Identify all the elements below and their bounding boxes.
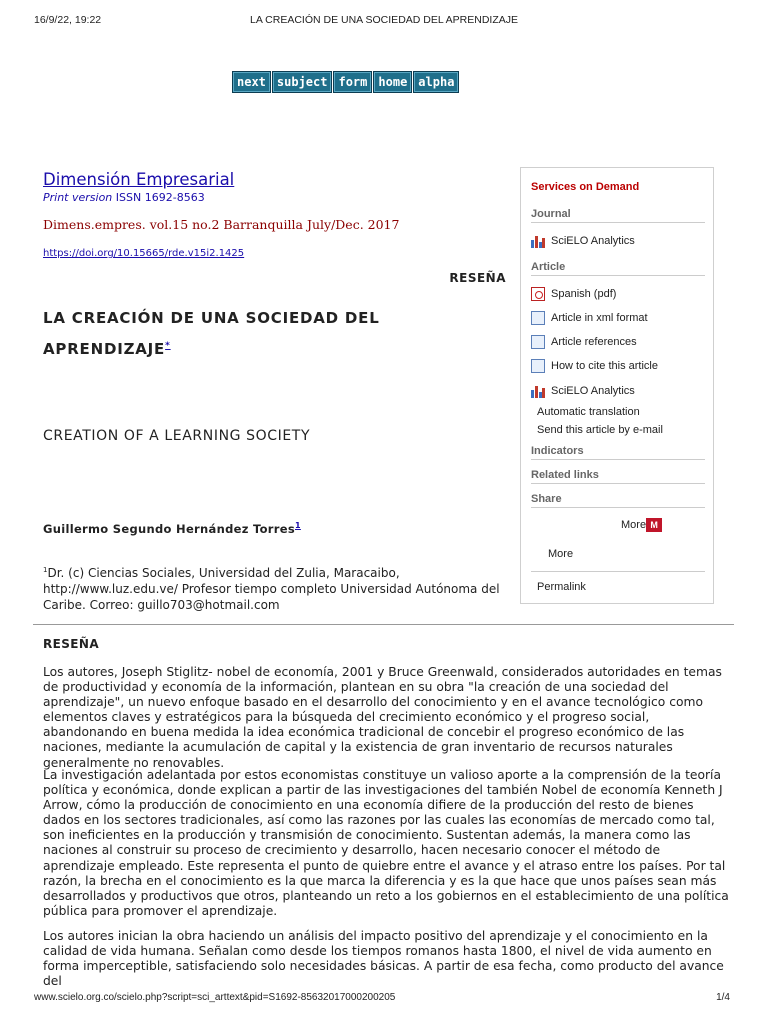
spanish-pdf-link[interactable] xyxy=(531,287,616,301)
section-label: RESEÑA xyxy=(449,271,506,285)
xml-document-icon xyxy=(531,311,545,325)
sidebar-section-share: Share xyxy=(531,493,705,508)
body-paragraph-1 xyxy=(43,665,733,771)
spanish-pdf-label: Spanish (pdf) xyxy=(551,288,617,300)
issn-value: 1692-8563 xyxy=(144,191,205,204)
nav-next-button[interactable]: next xyxy=(232,71,271,93)
share-more-label: More xyxy=(621,518,647,531)
article-title-line1: LA CREACIÓN DE UNA SOCIEDAD DEL xyxy=(43,309,380,327)
content-divider xyxy=(33,624,734,625)
title-footnote-link[interactable]: * xyxy=(165,341,171,351)
nav-form-button[interactable]: form xyxy=(333,71,372,93)
print-version xyxy=(43,191,205,204)
body-paragraph-2 xyxy=(43,768,733,919)
cite-label: How to cite this article xyxy=(551,360,658,372)
print-title: LA CREACIÓN DE UNA SOCIEDAD DEL APRENDIZAJE xyxy=(249,14,518,26)
nav-bar xyxy=(232,71,459,93)
article-title xyxy=(43,304,463,363)
english-title: CREATION OF A LEARNING SOCIETY xyxy=(43,428,311,444)
author-name: Guillermo Segundo Hernández Torres xyxy=(43,521,295,536)
nav-home-button[interactable]: home xyxy=(373,71,412,93)
permalink-link[interactable]: Permalink xyxy=(537,581,586,593)
auto-translation-link[interactable]: Automatic translation xyxy=(537,406,640,418)
author-footnote-link[interactable]: 1 xyxy=(295,521,301,530)
analytics-chart-icon xyxy=(531,384,545,398)
affiliation-text: Dr. (c) Ciencias Sociales, Universidad del Zulia, Maracaibo, http://www.luz.edu.ve/ Profesor tiempo completo Universidad Autónoma del Caribe. Correo: guillo703@hotmail.com xyxy=(43,566,500,612)
print-url: www.scielo.org.co/scielo.php?script=sci_arttext&pid=S1692-85632017000200205 xyxy=(34,992,396,1003)
xml-label: Article in xml format xyxy=(551,312,648,324)
share-more-button[interactable] xyxy=(621,518,662,532)
article-analytics-label: SciELO Analytics xyxy=(551,385,635,397)
paragraph-text: Los autores inician la obra haciendo un análisis del impacto positivo del aprendizaje y el conocimiento en la calidad de vida humana. Señalan como desde los tiempos romanos hasta 1800, el nivel de vida aumento en forma imperceptible, satisfaciendo solo necesidades básicas. A partir de esa fecha, como producto del avance del xyxy=(43,929,724,989)
issn-label: ISSN xyxy=(115,191,142,204)
paragraph-text: Los autores, Joseph Stiglitz- nobel de economía, 2001 y Bruce Greenwald, considerados autoridades en temas de productividad y economía de la información, plantean en su obra "la creación de una sociedad del aprendizaje", un nuevo enfoque basado en el desarrollo del conocimiento y en el avance tecnológico como elementos claves y estratégicos para la búsqueda del crecimiento económico y el progreso social, abandonando en buena medida la idea económica tradicional de concebir el progreso económico de las naciones, mediante la acumulación de capital y la existencia de gran inventario de recursos naturales generalmente no renovables. xyxy=(43,665,722,770)
body-paragraph-3 xyxy=(43,929,733,989)
affiliation-note-marker: 1 xyxy=(43,566,48,574)
sidebar-section-article: Article xyxy=(531,261,705,276)
services-sidebar xyxy=(520,167,714,604)
article-title-line2: APRENDIZAJE xyxy=(43,340,166,358)
article-analytics-link[interactable] xyxy=(531,384,635,398)
review-heading: RESEÑA xyxy=(43,637,100,651)
services-header: Services on Demand xyxy=(531,181,640,193)
nav-alpha-button[interactable]: alpha xyxy=(413,71,459,93)
print-page-number: 1/4 xyxy=(716,992,730,1003)
doi-link[interactable]: https://doi.org/10.15665/rde.v15i2.1425 xyxy=(43,248,245,259)
more-link[interactable]: More xyxy=(548,548,574,560)
sidebar-divider xyxy=(531,571,705,572)
journal-analytics-link[interactable] xyxy=(531,234,635,248)
references-document-icon xyxy=(531,335,545,349)
journal-analytics-label: SciELO Analytics xyxy=(551,235,635,247)
issue-info: Dimens.empres. vol.15 no.2 Barranquilla July/Dec. 2017 xyxy=(43,217,400,232)
print-version-label: Print version xyxy=(43,191,113,204)
analytics-chart-icon xyxy=(531,234,545,248)
sidebar-section-related-links[interactable]: Related links xyxy=(531,469,705,484)
paragraph-text: La investigación adelantada por estos economistas constituye un valioso aporte a la comprensión de la teoría política y económica, donde explican a partir de las investigaciones del también Nobel de economía Kenneth J Arrow, cómo la producción de conocimiento en una economía difiere de la producción del resto de bienes dados en los sectores tradicionales, así como las razones por las cuales las economías de mercado como tal, son ineficientes en la producción y transmisión de conocimiento. Sustentan además, la manera como las naciones al construir su proceso de crecimiento y desarrollo, hacen necesario conocer el método de aprendizaje empleado. Este representa el punto de quiebre entre el avance y el atraso entre los países. Por tal razón, la brecha en el conocimiento es la que marca la diferencia y es la que hace que unos países sean más desarrollados y productivos que otros, planteando un reto a los gobiernos en el establecimiento de una política pública para promover el aprendizaje. xyxy=(43,768,729,918)
print-date: 16/9/22, 19:22 xyxy=(34,14,102,26)
nav-subject-button[interactable]: subject xyxy=(272,71,333,93)
share-more-icon: M xyxy=(646,518,662,532)
references-link[interactable] xyxy=(531,335,637,349)
journal-title-link[interactable]: Dimensión Empresarial xyxy=(43,170,235,189)
xml-link[interactable] xyxy=(531,311,648,325)
send-email-link[interactable]: Send this article by e-mail xyxy=(537,424,663,436)
references-label: Article references xyxy=(551,336,637,348)
sidebar-section-journal: Journal xyxy=(531,208,705,223)
sidebar-section-indicators[interactable]: Indicators xyxy=(531,445,705,460)
pdf-icon xyxy=(531,287,545,301)
cite-document-icon xyxy=(531,359,545,373)
author xyxy=(43,521,301,536)
cite-link[interactable] xyxy=(531,359,658,373)
affiliation xyxy=(43,562,513,613)
